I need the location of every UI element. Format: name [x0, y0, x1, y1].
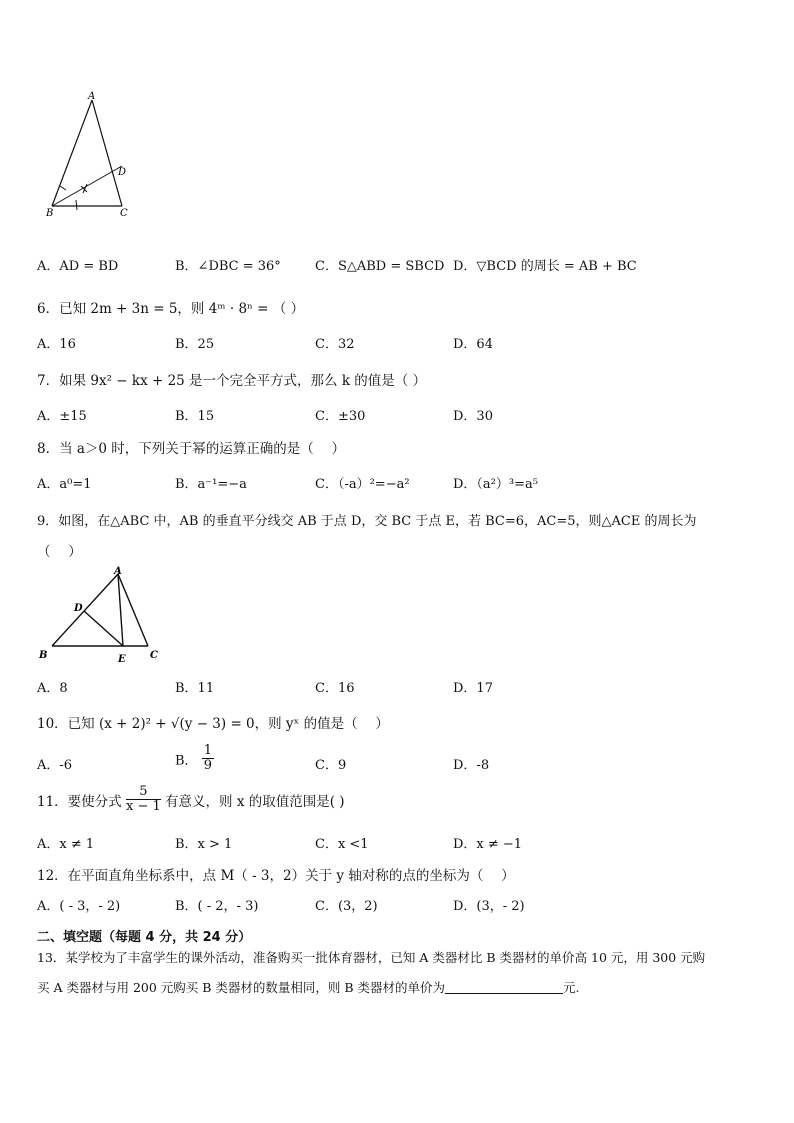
q11-option-d[interactable]: D．x ≠ −1 [453, 837, 523, 852]
section-fill-in-title: 二、填空题（每题 4 分，共 24 分） [37, 930, 252, 945]
q8-option-d[interactable]: D．（a²）³=a⁵ [453, 477, 538, 492]
q9-label-d: D [74, 603, 83, 614]
q10-option-c[interactable]: C．9 [315, 758, 347, 773]
q5-option-a[interactable]: A．AD = BD [37, 259, 119, 274]
q10-stem: 10．已知 (x + 2)² + √(y − 3) = 0，则 yˣ 的值是（ ） [37, 716, 389, 732]
q9-stem-line2: （ ） [37, 544, 82, 560]
q11-option-a[interactable]: A．x ≠ 1 [37, 837, 95, 852]
q11-fraction-denominator: x − 1 [125, 799, 161, 815]
q9-label-c: C [150, 650, 158, 661]
q11-option-c[interactable]: C．x <1 [315, 837, 369, 852]
q13-line2-end: 元. [563, 980, 580, 995]
q10-option-b-denominator: 9 [203, 758, 212, 774]
q9-label-a: A [114, 566, 122, 577]
q8-option-a[interactable]: A．a⁰=1 [37, 477, 92, 492]
q9-stem-line1: 9．如图，在△ABC 中，AB 的垂直平分线交 AB 于点 D，交 BC 于点 E，若 BC=6，AC=5，则△ACE 的周长为 [37, 514, 697, 529]
q11-option-b[interactable]: B．x > 1 [175, 837, 233, 852]
q5-option-c[interactable]: C．S△ABD = SBCD [315, 259, 445, 274]
q11-fraction [126, 785, 161, 815]
q11-fraction-numerator: 5 [126, 785, 161, 800]
q8-stem: 8．当 a＞0 时，下列关于幂的运算正确的是（ ） [37, 441, 346, 457]
label-b: B [46, 208, 54, 219]
q13-answer-blank[interactable] [445, 981, 563, 994]
label-d: D [118, 167, 127, 178]
q9-option-c[interactable]: C．16 [315, 681, 355, 696]
q6-option-a[interactable]: A．16 [37, 337, 76, 352]
q10-option-b[interactable] [175, 744, 214, 774]
q6-option-d[interactable]: D．64 [453, 337, 493, 352]
q8-option-c[interactable]: C．（-a）²=−a² [315, 477, 410, 492]
label-c: C [120, 208, 128, 219]
q13-line2-text: 买 A 类器材与用 200 元购买 B 类器材的数量相同，则 B 类器材的单价为 [37, 980, 446, 995]
q7-option-a[interactable]: A．±15 [37, 409, 87, 424]
q13-line1: 13．某学校为了丰富学生的课外活动，准备购买一批体育器材，已知 A 类器材比 B 类器材的单价高 10 元，用 300 元购 [37, 950, 706, 965]
q9-label-e: E [118, 654, 126, 665]
q6-option-c[interactable]: C．32 [315, 337, 355, 352]
q9-label-b: B [39, 650, 48, 661]
q10-option-b-fraction [202, 744, 214, 774]
q10-option-b-prefix: B． [175, 753, 198, 769]
q10-option-b-numerator: 1 [203, 743, 212, 758]
q11-stem-suffix: 有意义，则 x 的取值范围是( ) [165, 793, 345, 810]
q11-stem-prefix: 11．要使分式 [37, 793, 122, 810]
q7-option-b[interactable]: B．15 [175, 409, 215, 424]
q7-option-c[interactable]: C．±30 [315, 409, 366, 424]
q13-line2 [37, 978, 580, 996]
q6-stem: 6．已知 2m + 3n = 5，则 4ᵐ · 8ⁿ = （ ） [37, 301, 305, 317]
q11-stem [37, 785, 345, 815]
triangle-figure-q5 [40, 90, 140, 220]
q7-option-d[interactable]: D．30 [453, 409, 493, 424]
q12-option-b[interactable]: B．( - 2，- 3) [175, 899, 259, 914]
q8-option-b[interactable]: B．a⁻¹=−a [175, 477, 247, 492]
q6-option-b[interactable]: B．25 [175, 337, 215, 352]
q12-option-a[interactable]: A．( - 3，- 2) [37, 899, 121, 914]
q9-option-a[interactable]: A．8 [37, 681, 68, 696]
q12-stem: 12．在平面直角坐标系中，点 M（ - 3，2）关于 y 轴对称的点的坐标为（ ） [37, 868, 515, 884]
q5-option-d[interactable]: D．▽BCD 的周长 = AB + BC [453, 259, 637, 274]
q10-option-a[interactable]: A．-6 [37, 758, 73, 773]
q10-option-d[interactable]: D．-8 [453, 758, 490, 773]
q9-option-d[interactable]: D．17 [453, 681, 493, 696]
q5-option-b[interactable]: B．∠DBC = 36° [175, 259, 281, 274]
label-a: A [88, 91, 96, 102]
q12-option-c[interactable]: C．(3，2) [315, 899, 378, 914]
q7-stem: 7．如果 9x² − kx + 25 是一个完全平方式，那么 k 的值是（ ） [37, 373, 427, 389]
triangle-figure-q9 [36, 564, 166, 666]
q9-option-b[interactable]: B．11 [175, 681, 215, 696]
q12-option-d[interactable]: D．(3，- 2) [453, 899, 525, 914]
